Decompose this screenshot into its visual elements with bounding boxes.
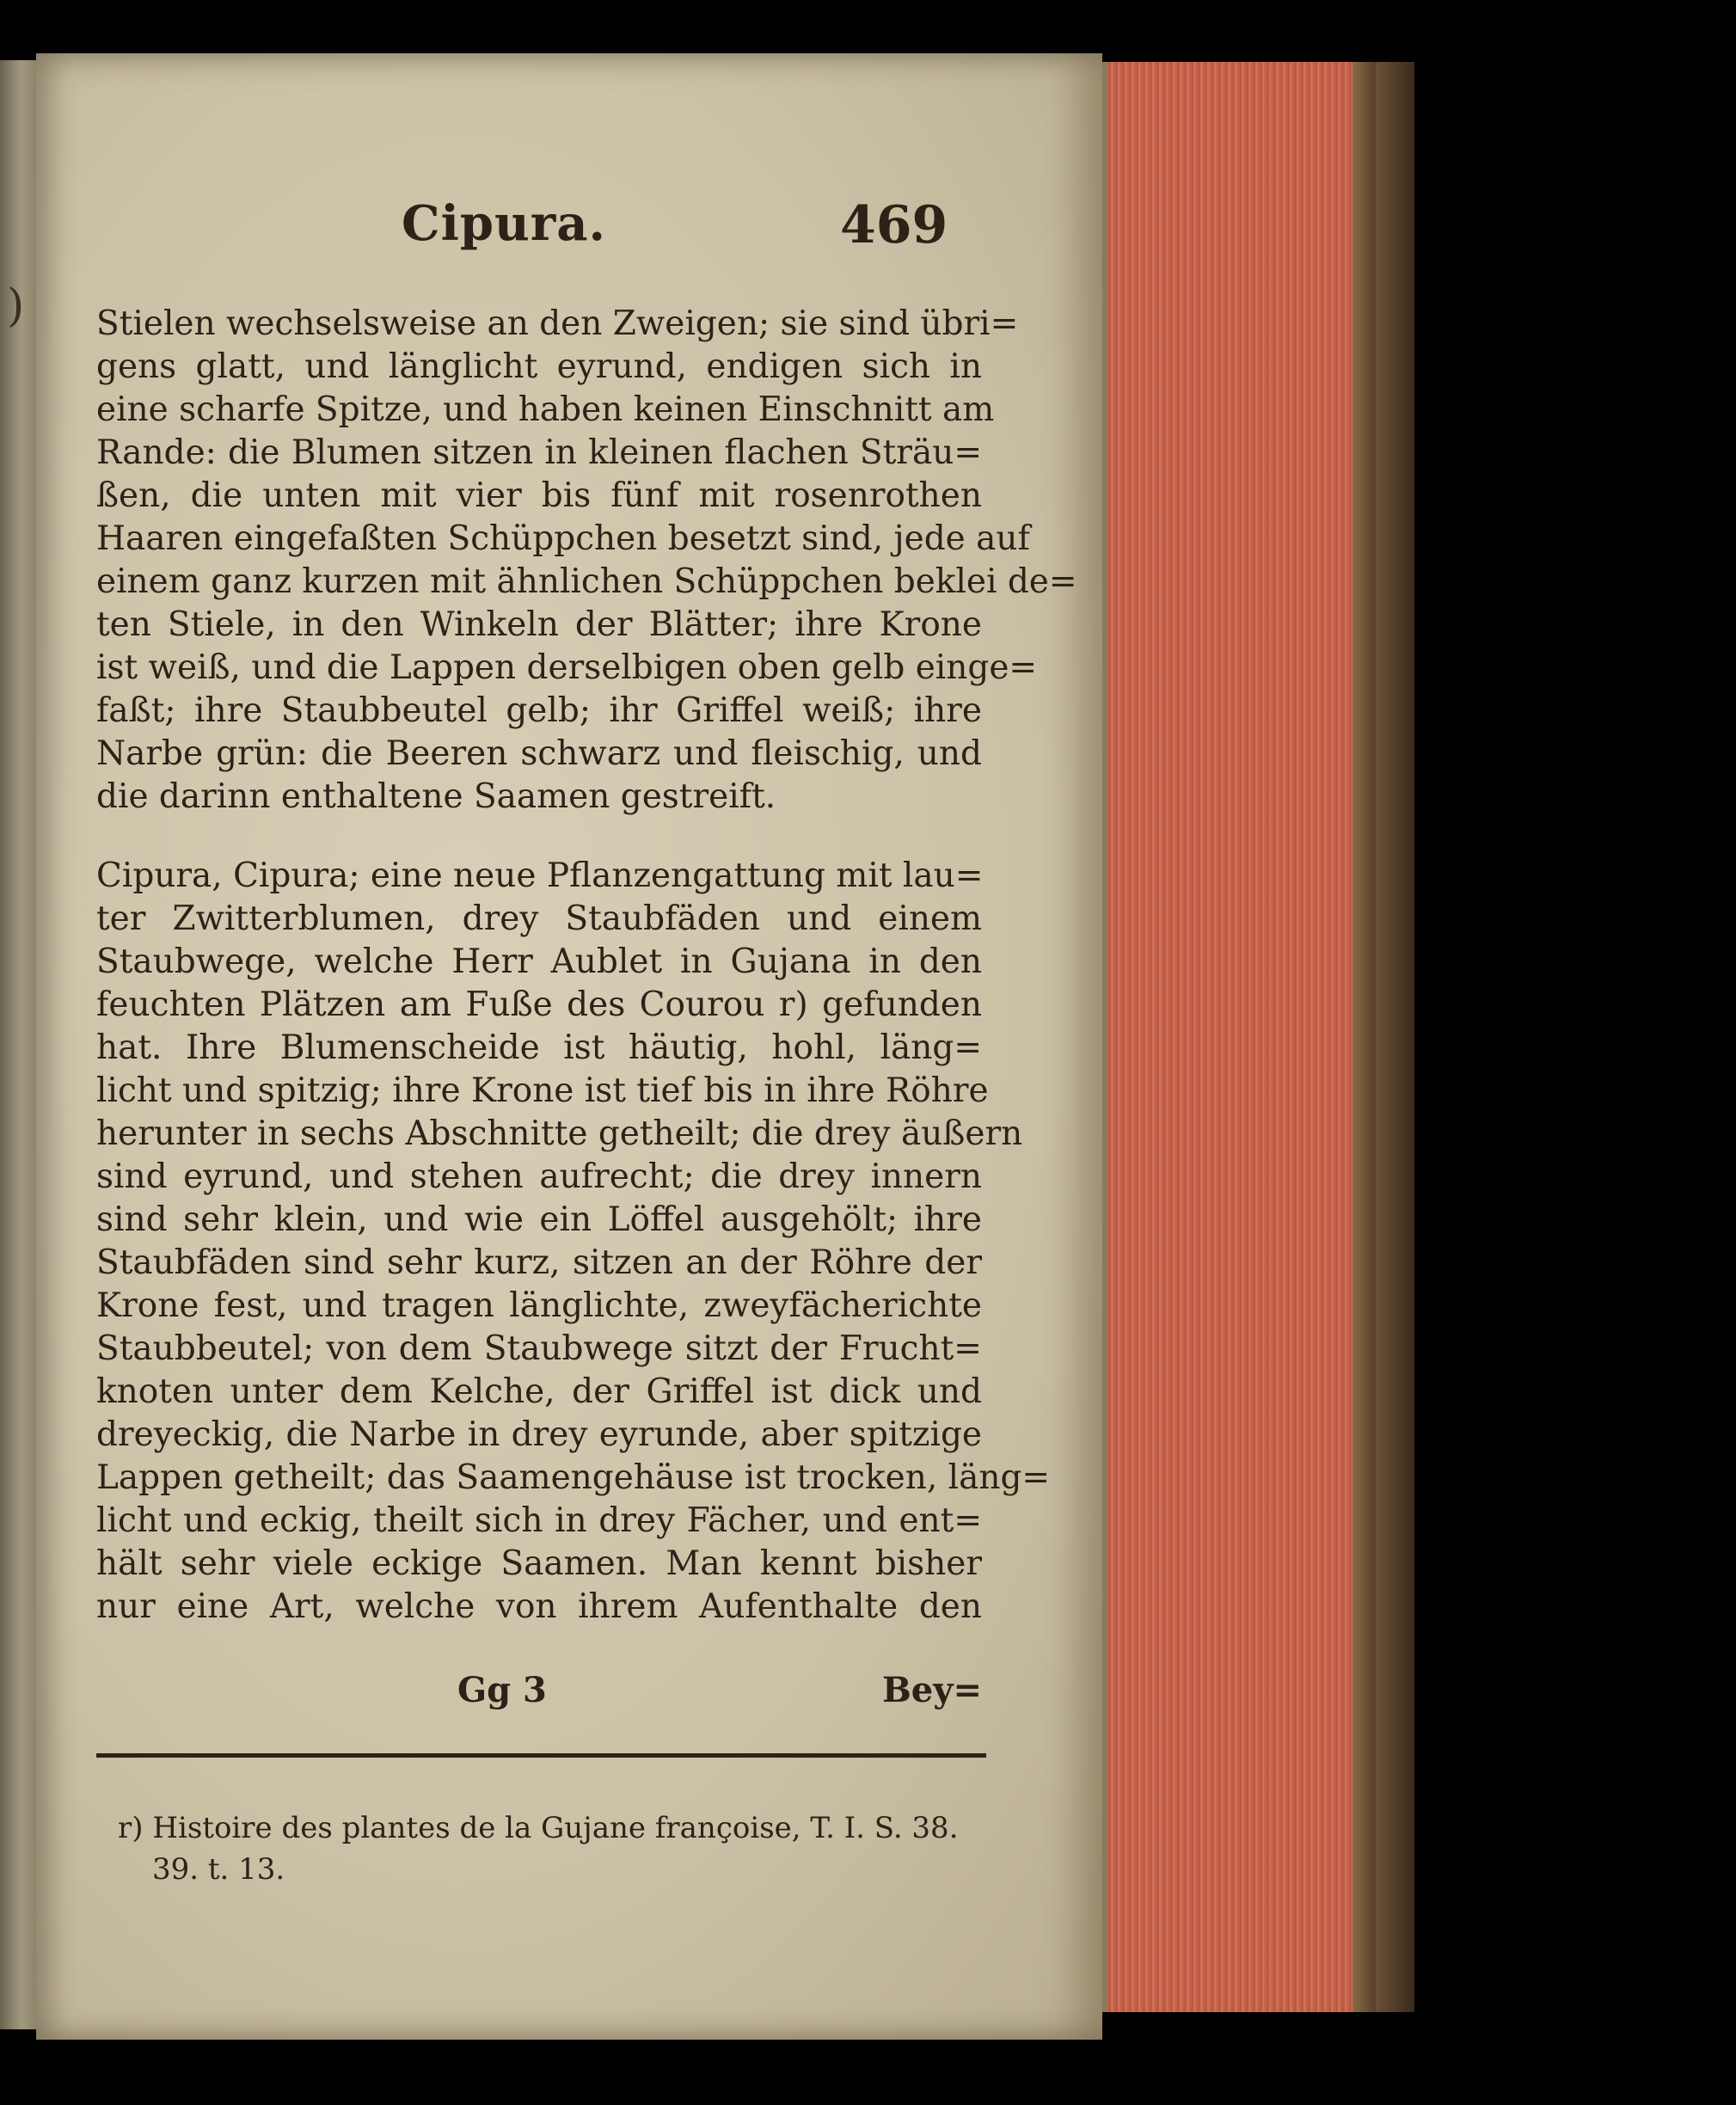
text-line: ten Stiele, in den Winkeln der Blätter; ihre Krone: [96, 605, 982, 644]
text-line: Krone fest, und tragen länglichte, zweyfächerichte: [96, 1286, 982, 1325]
body-text: [96, 303, 1077, 1629]
text-line: herunter in sechs Abschnitte getheilt; die drey äußern: [96, 1114, 1023, 1153]
paragraph: [96, 855, 1051, 1629]
page-block-edge: [1102, 62, 1353, 2012]
text-line: einem ganz kurzen mit ähnlichen Schüppchen beklei de=: [96, 562, 1077, 601]
text-line: nur eine Art, welche von ihrem Aufenthalte den: [96, 1587, 982, 1626]
text-line: sind sehr klein, und wie ein Löffel ausgehölt; ihre: [96, 1200, 982, 1239]
text-line: Staubwege, welche Herr Aublet in Gujana in den: [96, 942, 982, 981]
text-line: hält sehr viele eckige Saamen. Man kennt bisher: [96, 1544, 982, 1583]
footnotes: [96, 1807, 991, 1890]
catchword: Bey=: [881, 1670, 982, 1710]
text-line: knoten unter dem Kelche, der Griffel ist dick und: [96, 1372, 982, 1411]
text-line: Rande: die Blumen sitzen in kleinen flachen Sträu=: [96, 433, 982, 472]
previous-page-edge: [0, 60, 36, 2029]
paragraph-gap: [96, 819, 982, 855]
footnote-line: r) Histoire des plantes de la Gujane françoise, T. I. S. 38.: [118, 1811, 959, 1845]
text-line: die darinn enthaltene Saamen gestreift.: [96, 777, 776, 816]
text-line: Stielen wechselsweise an den Zweigen; sie sind übri=: [96, 304, 1019, 343]
text-line: feuchten Plätzen am Fuße des Courou r) gefunden: [96, 985, 982, 1024]
text-line: dreyeckig, die Narbe in drey eyrunde, aber spitzige: [96, 1415, 982, 1454]
text-line: Staubfäden sind sehr kurz, sitzen an der Röhre der: [96, 1243, 982, 1282]
text-line: faßt; ihre Staubbeutel gelb; ihr Griffel weiß; ihre: [96, 691, 982, 730]
signature-mark: Gg 3: [457, 1670, 547, 1710]
text-line: Cipura, Cipura; eine neue Pflanzengattung mit lau=: [96, 856, 984, 895]
text-line: ßen, die unten mit vier bis fünf mit rosenrothen: [96, 476, 982, 515]
header-title: Cipura.: [402, 195, 606, 252]
book-page: [36, 53, 1102, 2040]
text-line: Staubbeutel; von dem Staubwege sitzt der Frucht=: [96, 1329, 982, 1368]
text-line: licht und eckig, theilt sich in drey Fächer, und ent=: [96, 1501, 982, 1540]
text-line: Haaren eingefaßten Schüppchen besetzt sind, jede auf: [96, 519, 1030, 558]
text-line: Narbe grün: die Beeren schwarz und fleischig, und: [96, 734, 982, 773]
text-line: gens glatt, und länglicht eyrund, endigen sich in: [96, 347, 982, 386]
text-line: ter Zwitterblumen, drey Staubfäden und einem: [96, 899, 982, 938]
page-number: 469: [840, 195, 948, 255]
footnote-rule: [96, 1753, 986, 1758]
text-line: hat. Ihre Blumenscheide ist häutig, hohl, läng=: [96, 1028, 982, 1067]
text-line: sind eyrund, und stehen aufrecht; die drey innern: [96, 1157, 982, 1196]
text-line: eine scharfe Spitze, und haben keinen Einschnitt am: [96, 390, 995, 429]
previous-page-mark: ): [7, 280, 25, 332]
page-footer: [96, 1670, 982, 1717]
text-line: licht und spitzig; ihre Krone ist tief bis in ihre Röhre: [96, 1071, 989, 1110]
footnote-line: 39. t. 13.: [152, 1852, 285, 1887]
running-header: [36, 195, 1102, 264]
text-line: ist weiß, und die Lappen derselbigen oben gelb einge=: [96, 648, 1038, 687]
text-line: Lappen getheilt; das Saamengehäuse ist trocken, läng=: [96, 1458, 1051, 1497]
paragraph: [96, 303, 1077, 819]
book-cover-edge: [1376, 62, 1414, 2012]
